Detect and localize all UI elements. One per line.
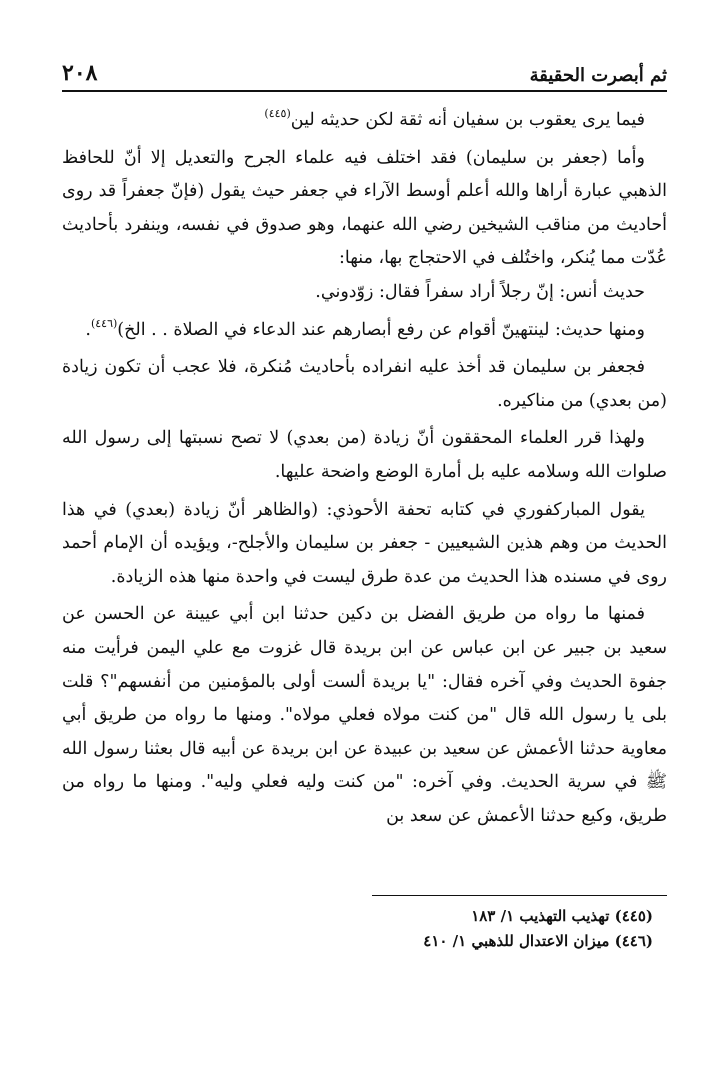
paragraph-4-text: ومنها حديث: لينتهينّ أقوام عن رفع أبصارهم عند الدعاء في الصلاة . . الخ) (117, 319, 645, 340)
header-rule (62, 90, 667, 92)
paragraph-2: وأما (جعفر بن سليمان) فقد اختلف فيه علماء الجرح والتعديل إلا أنّ للحافظ الذهبي عبارة أراها والله أعلم أوسط الآراء في جعفر حيث يقول (فإنّ جعفراً قد روى أحاديث من مناقب الشيخين رضي الله عنهما، وهو صدوق في نفسه، وينفرد بأحاديث عُدّت مما يُنكر، واختُلف في الاحتجاج بها، منها: (62, 147, 667, 269)
body-text (62, 104, 667, 833)
page-header (62, 56, 667, 86)
footnote-rule (372, 895, 667, 896)
paragraph-7: يقول المباركفوري في كتابه تحفة الأحوذي: (والظاهر أنّ زيادة (بعدي) في هذا الحديث من وهم هذين الشيعيين - جعفر بن سليمان والأجلح-، ويؤيده أن الإمام أحمد روى في مسنده هذا الحديث من عدة طرق ليست في واحدة منها هذه الزيادة. (62, 499, 667, 587)
footnote-446: (٤٤٦) ميزان الاعتدال للذهبي ١/ ٤١٠ (423, 932, 653, 950)
paragraph-8: فمنها ما رواه من طريق الفضل بن دكين حدثنا ابن أبي عيينة عن الحسن عن سعيد بن جبير عن ابن عباس عن ابن بريدة قال غزوت مع علي اليمن فرأيت منه جفوة الحديث وفي آخره فقال: "يا بريدة ألست أولى بالمؤمنين من أنفسهم"؟ قلت بلى يا رسول الله قال "من كنت مولاه فعلي مولاه". ومنها ما رواه من طريق أبي معاوية حدثنا الأعمش عن سعيد بن عبيدة عن ابن بريدة عن أبيه قال بعثنا رسول الله ﷺ في سرية الحديث. وفي آخره: "من كنت وليه فعلي وليه". ومنها ما رواه من طريق، وكيع حدثنا الأعمش عن سعد بن (62, 604, 667, 826)
paragraph-5: فجعفر بن سليمان قد أخذ عليه انفراده بأحاديث مُنكرة، فلا عجب أن تكون زيادة (من بعدي) من مناكيره. (62, 357, 667, 411)
paragraph-4: ومنها حديث: لينتهينّ أقوام عن رفع أبصارهم عند الدعاء في الصلاة . . الخ)$^{(٤٤٦)}$. (85, 316, 645, 340)
footnote-ref-446: (٤٤٦) (90, 316, 118, 330)
page-number: ٢٠٨ (62, 60, 98, 86)
paragraph-1 (62, 104, 667, 138)
paragraph-6: ولهذا قرر العلماء المحققون أنّ زيادة (من بعدي) لا تصح نسبتها إلى رسول الله صلوات الله وسلامه عليه بل أمارة الوضع واضحة عليها. (62, 428, 667, 482)
footnote-ref-445: (٤٤٥) (264, 107, 291, 120)
footnote-445: (٤٤٥) تهذيب التهذيب ١/ ١٨٣ (471, 907, 653, 925)
running-title: ثم أبصرت الحقيقة (529, 65, 667, 86)
paragraph-1-text: فيما يرى يعقوب بن سفيان أنه ثقة لكن حديثه لين (290, 110, 645, 130)
footnotes (62, 904, 667, 954)
paragraph-3: حديث أنس: إنّ رجلاً أراد سفراً فقال: زوّدوني. (315, 281, 645, 302)
